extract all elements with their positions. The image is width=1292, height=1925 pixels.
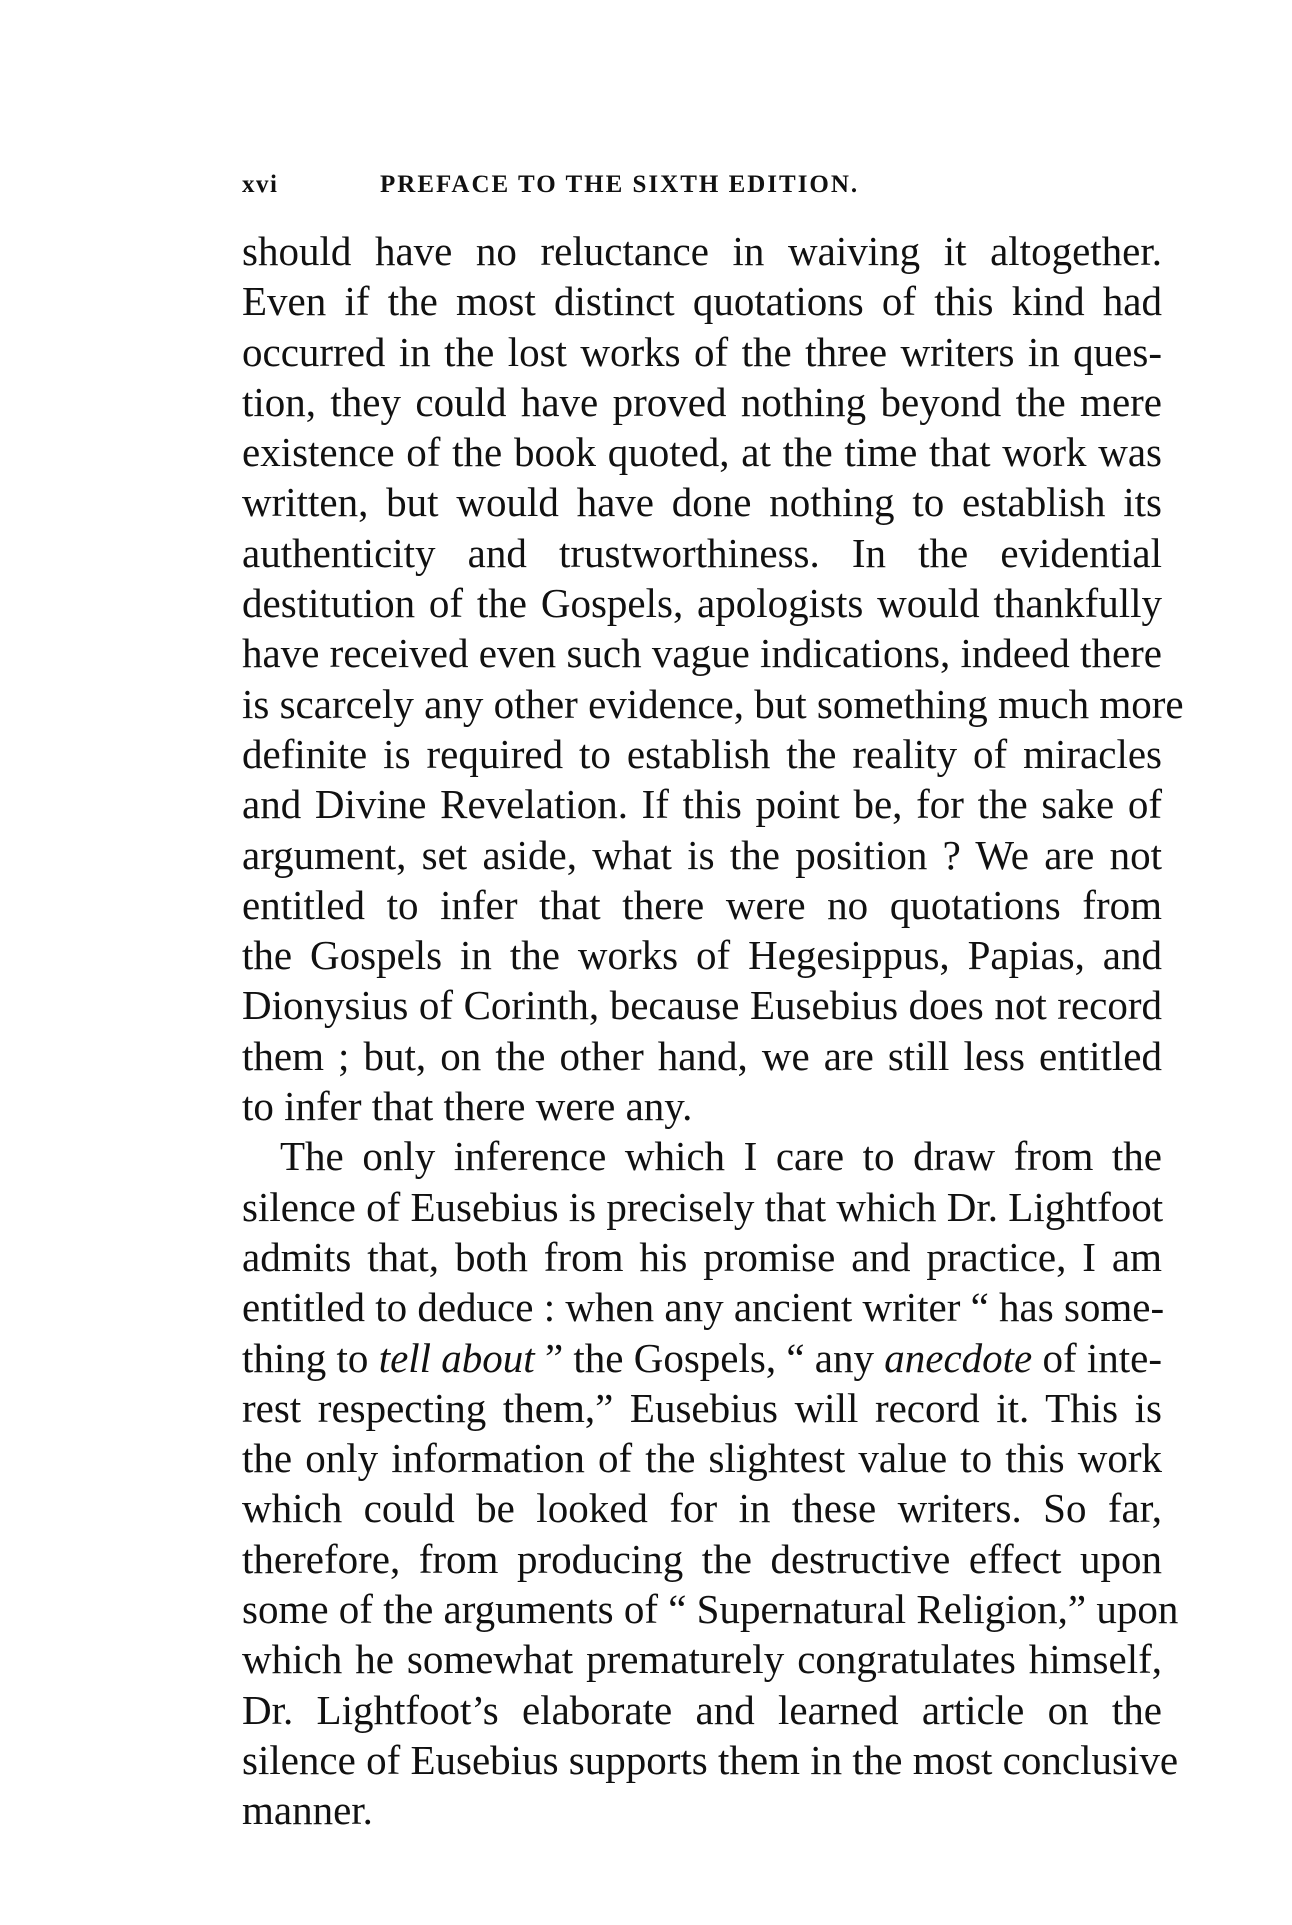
text-line: to infer that there were any. [242, 1083, 693, 1130]
running-title: PREFACE TO THE SIXTH EDITION. [380, 171, 860, 198]
text-line: Even if the most distinct quotations of this kind had [242, 278, 1162, 325]
text-line: Dionysius of Corinth, because Eusebius does not record [242, 982, 1162, 1029]
text-run: thing to [242, 1334, 379, 1381]
text-line: admits that, both from his promise and practice, I am [242, 1233, 1162, 1280]
text-line: silence of Eusebius is precisely that which Dr. Lightfoot [242, 1183, 1164, 1230]
text-line: which could be looked for in these writers. So far, [242, 1485, 1162, 1532]
text-line: is scarcely any other evidence, but something much more [242, 680, 1184, 727]
text-line: and Divine Revelation. If this point be, for the sake of [242, 781, 1162, 828]
text-line: authenticity and trustworthiness. In the evidential [242, 529, 1162, 576]
italic-text-run: tell about [378, 1334, 535, 1381]
text-line: silence of Eusebius supports them in the most conclusive [242, 1736, 1179, 1783]
paragraph-1 [242, 226, 1184, 1131]
text-line: written, but would have done nothing to establish its [242, 479, 1162, 526]
text-line: entitled to infer that there were no quotations from [242, 881, 1162, 928]
text-line: the Gospels in the works of Hegesippus, Papias, and [242, 932, 1162, 979]
text-line: manner. [242, 1787, 373, 1834]
text-line-with-italics [242, 1333, 1162, 1383]
text-line: which he somewhat prematurely congratulates himself, [242, 1636, 1162, 1683]
text-line: argument, set aside, what is the position ? We are not [242, 831, 1162, 878]
text-line: some of the arguments of “ Supernatural Religion,” upon [242, 1586, 1179, 1633]
text-line: should have no reluctance in waiving it altogether. [242, 228, 1162, 274]
text-line: the only information of the slightest value to this work [242, 1435, 1162, 1482]
text-line: Dr. Lightfoot’s elaborate and learned article on the [242, 1686, 1162, 1733]
text-line: tion, they could have proved nothing beyond the mere [242, 378, 1162, 425]
text-line: them ; but, on the other hand, we are still less entitled [242, 1032, 1162, 1079]
text-run: of inte- [1032, 1334, 1163, 1381]
page-number: xvi [242, 171, 279, 198]
text-line: entitled to deduce : when any ancient writer “ has some- [242, 1284, 1165, 1331]
text-line: occurred in the lost works of the three writers in ques- [242, 328, 1162, 375]
text-line: rest respecting them,” Eusebius will record it. This is [242, 1384, 1162, 1431]
text-line: existence of the book quoted, at the time that work was [242, 429, 1162, 476]
text-line: therefore, from producing the destructive effect upon [242, 1535, 1162, 1582]
running-header [242, 165, 1002, 205]
text-run: ” the Gospels, “ any [534, 1334, 885, 1381]
italic-text-run: anecdote [884, 1334, 1033, 1381]
text-line: have received even such vague indications, indeed there [242, 630, 1162, 677]
text-line: destitution of the Gospels, apologists would thankfully [242, 580, 1162, 627]
body-text [242, 226, 1184, 1836]
text-line: The only inference which I care to draw from the [280, 1133, 1162, 1180]
text-line: definite is required to establish the reality of miracles [242, 730, 1162, 777]
paragraph-2 [242, 1131, 1179, 1835]
